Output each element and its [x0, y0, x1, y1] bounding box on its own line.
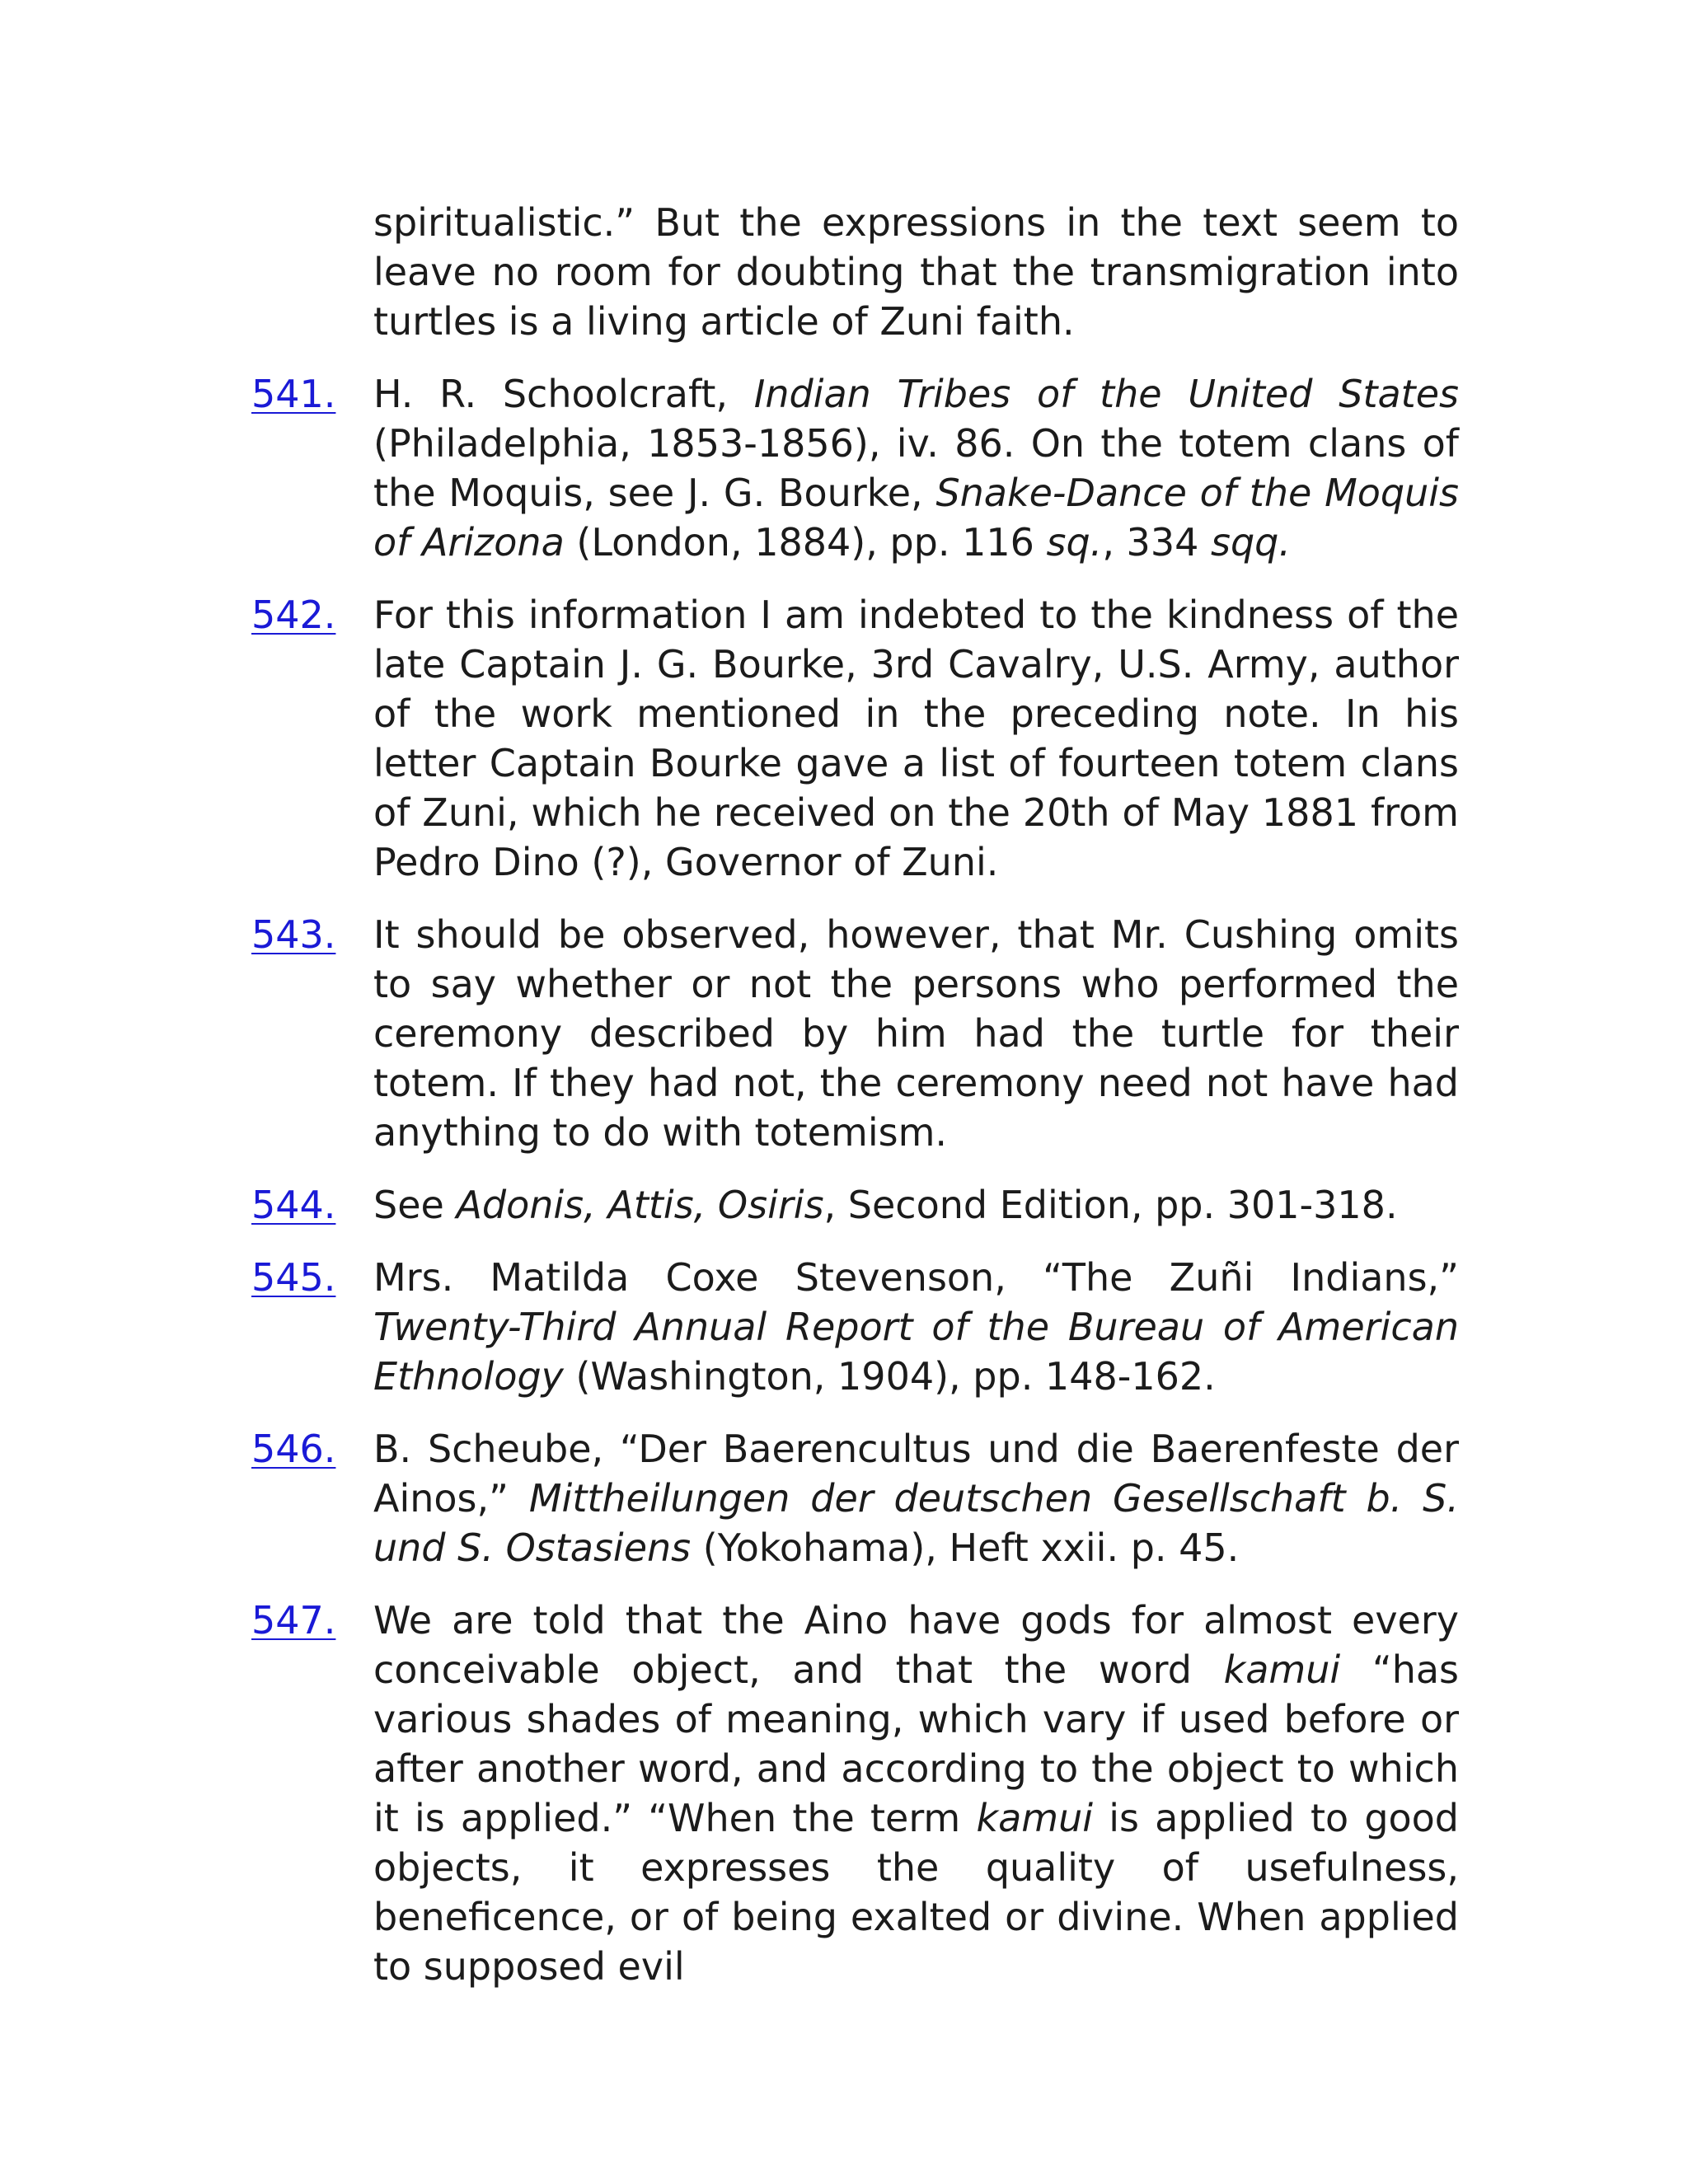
- footnote-text-segment: We are told that the Aino have gods for almost every conceivable object, and that the word: [373, 1598, 1459, 1692]
- footnote-italic-term: kamui: [976, 1796, 1094, 1840]
- footnote-text-segment: (London, 1884), pp. 116: [564, 520, 1047, 565]
- footnote-italic-abbrev: sq.: [1046, 520, 1103, 565]
- footnote-546: [251, 1424, 1459, 1572]
- footnote-number-link[interactable]: 547.: [251, 1598, 336, 1643]
- footnote-italic-term: kamui: [1223, 1647, 1341, 1692]
- footnote-text-segment: , 334: [1102, 520, 1211, 565]
- footnote-text-segment: For this information I am indebted to the kindness of the late Captain J. G. Bourke, 3rd Cavalry, U.S. Army, author of the work mentioned in the preceding note. In his letter Captain Bourke gave a list of fourteen totem clans of Zuni, which he received on the 20th of May 1881 from Pedro Dino (?), Governor of Zuni.: [373, 593, 1459, 884]
- footnote-text-segment: See: [373, 1183, 457, 1227]
- footnote-text: [373, 1596, 1459, 1991]
- footnote-544: [251, 1180, 1459, 1230]
- footnote-italic-title: Twenty-Third Annual Report of the Bureau of American Ethnology: [373, 1305, 1459, 1399]
- footnote-text-segment: (Washington, 1904), pp. 148-162.: [563, 1354, 1216, 1399]
- footnote-545: [251, 1253, 1459, 1401]
- footnote-541: [251, 369, 1459, 567]
- footnote-text: [373, 1424, 1459, 1572]
- footnote-text: [373, 910, 1459, 1157]
- footnote-number-link[interactable]: 545.: [251, 1255, 336, 1300]
- footnote-text: [373, 590, 1459, 887]
- footnote-continuation: [251, 198, 1459, 346]
- footnote-number-link[interactable]: 541.: [251, 372, 336, 416]
- footnote-text-segment: (Yokohama), Heft xxii. p. 45.: [691, 1526, 1240, 1570]
- footnote-text-segment: Mrs. Matilda Coxe Stevenson, “The Zuñi Indians,”: [373, 1255, 1459, 1300]
- footnote-547: [251, 1596, 1459, 1991]
- footnotes-list: [251, 198, 1459, 2014]
- footnote-text: [373, 198, 1459, 346]
- footnote-text: [373, 369, 1459, 567]
- footnote-text: [373, 1253, 1459, 1401]
- footnote-text-segment: B. Scheube, “Der Baerencultus und die Baerenfeste der Ainos,”: [373, 1427, 1459, 1521]
- footnote-text-segment: It should be observed, however, that Mr. Cushing omits to say whether or not the persons who performed the ceremony described by him had the turtle for their totem. If they had not, the ceremony need not have had anything to do with totemism.: [373, 912, 1459, 1155]
- footnote-text-segment: spiritualistic.” But the expressions in the text seem to leave no room for doubting that the transmigration into turtles is a living article of Zuni faith.: [373, 200, 1459, 344]
- footnote-542: [251, 590, 1459, 887]
- footnote-text-segment: , Second Edition, pp. 301-318.: [823, 1183, 1398, 1227]
- footnote-number-link[interactable]: 543.: [251, 912, 336, 957]
- footnote-italic-title: Indian Tribes of the United States: [753, 372, 1459, 416]
- footnote-italic-title: Mittheilungen der deutschen Gesellschaft b. S. und S. Ostasiens: [373, 1476, 1459, 1570]
- footnote-number-link[interactable]: 544.: [251, 1183, 336, 1227]
- footnote-italic-title: Snake-Dance of the Moquis of Arizona: [373, 471, 1459, 565]
- footnote-text-segment: is applied to good objects, it expresses the quality of usefulness, beneficence, or of being exalted or divine. When applied to supposed evil: [373, 1796, 1460, 1989]
- footnote-text-segment: “has various shades of meaning, which vary if used before or after another word, and according to the object to which it is applied.” “When the term: [373, 1647, 1460, 1840]
- footnote-number-link[interactable]: 542.: [251, 593, 336, 637]
- footnote-543: [251, 910, 1459, 1157]
- footnote-text-segment: (Philadelphia, 1853-1856), iv. 86. On the totem clans of the Moquis, see J. G. Bourke,: [373, 421, 1459, 515]
- footnote-text-segment: H. R. Schoolcraft,: [373, 372, 754, 416]
- footnote-italic-title: Adonis, Attis, Osiris: [456, 1183, 824, 1227]
- footnote-number-link[interactable]: 546.: [251, 1427, 336, 1471]
- footnote-italic-abbrev: sqq.: [1210, 520, 1291, 565]
- footnote-text: [373, 1180, 1459, 1230]
